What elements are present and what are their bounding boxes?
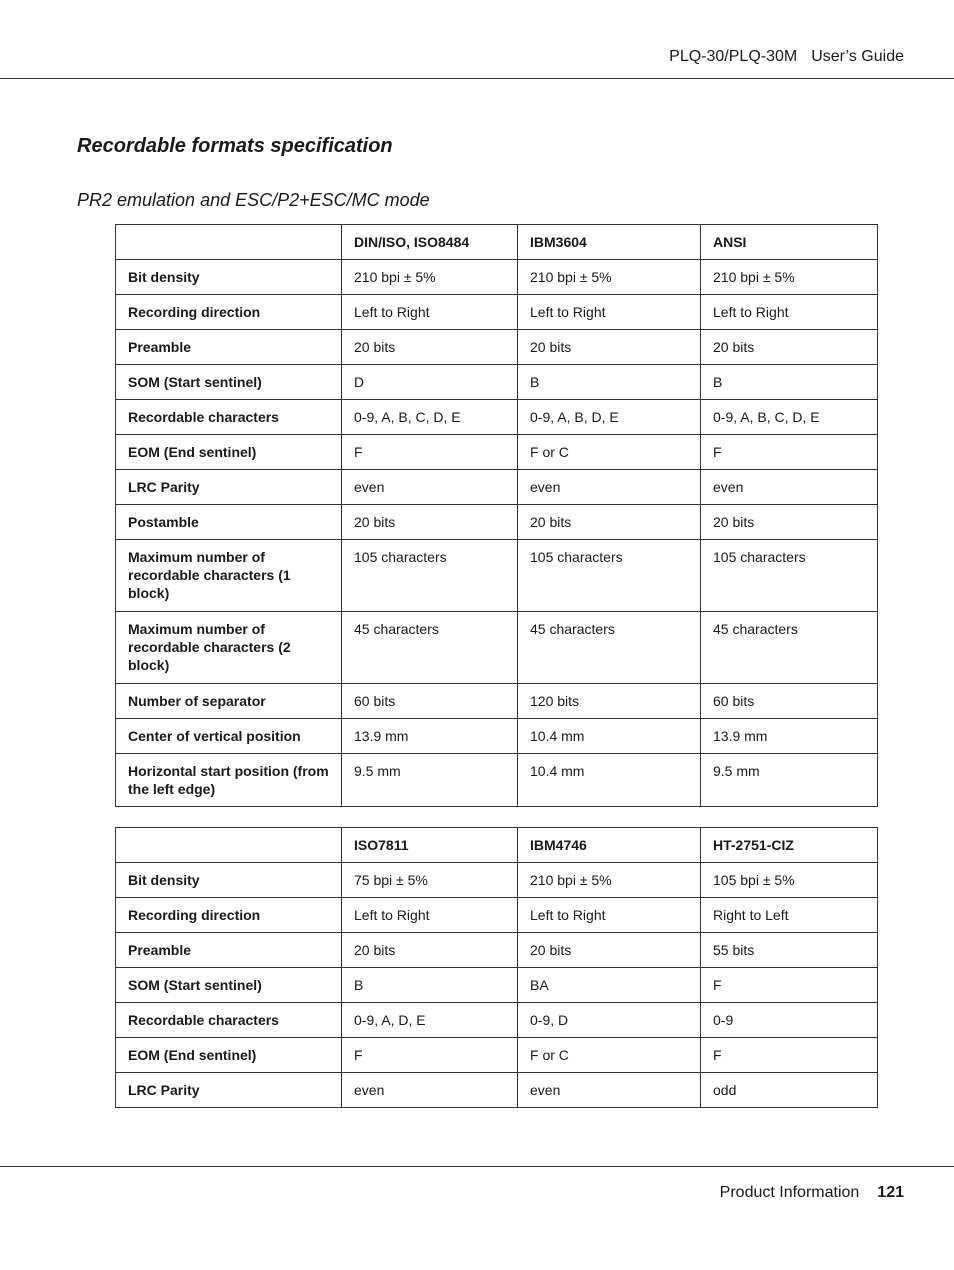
table-cell: 0-9, A, B, D, E — [518, 400, 701, 435]
table-cell: 0-9, A, D, E — [342, 1003, 518, 1038]
table-cell: 210 bpi ± 5% — [342, 260, 518, 295]
table-cell: 20 bits — [701, 330, 878, 365]
table-row — [116, 330, 878, 365]
row-label: LRC Parity — [116, 470, 342, 505]
table-cell: 45 characters — [342, 612, 518, 684]
table-cell: 55 bits — [701, 933, 878, 968]
row-label: Bit density — [116, 260, 342, 295]
table-row — [116, 1073, 878, 1108]
table-cell: even — [701, 470, 878, 505]
table-row — [116, 968, 878, 1003]
table-row — [116, 505, 878, 540]
table-cell: Left to Right — [342, 898, 518, 933]
column-header: HT-2751-CIZ — [701, 828, 878, 863]
table-cell: F — [701, 968, 878, 1003]
row-label: Center of vertical position — [116, 719, 342, 754]
table-cell: 0-9 — [701, 1003, 878, 1038]
table-cell: Left to Right — [518, 898, 701, 933]
table-cell: 60 bits — [342, 684, 518, 719]
table-cell: 20 bits — [342, 330, 518, 365]
table-cell: 13.9 mm — [342, 719, 518, 754]
table-row — [116, 684, 878, 719]
table-cell: 0-9, A, B, C, D, E — [701, 400, 878, 435]
table-cell: BA — [518, 968, 701, 1003]
table-cell: D — [342, 365, 518, 400]
row-label: Recording direction — [116, 295, 342, 330]
table-cell: F or C — [518, 435, 701, 470]
sub-title: PR2 emulation and ESC/P2+ESC/MC mode — [77, 190, 430, 210]
header-corner-cell — [116, 225, 342, 260]
table-cell: 75 bpi ± 5% — [342, 863, 518, 898]
table-cell: odd — [701, 1073, 878, 1108]
row-label: Preamble — [116, 330, 342, 365]
table-row — [116, 612, 878, 684]
table-cell: 60 bits — [701, 684, 878, 719]
table-row — [116, 365, 878, 400]
table-cell: B — [342, 968, 518, 1003]
table-cell: Right to Left — [701, 898, 878, 933]
table-cell: 10.4 mm — [518, 719, 701, 754]
table-row — [116, 400, 878, 435]
table-cell: 0-9, A, B, C, D, E — [342, 400, 518, 435]
table-cell: 0-9, D — [518, 1003, 701, 1038]
table-cell: 9.5 mm — [342, 754, 518, 807]
table-cell: B — [518, 365, 701, 400]
table-cell: 120 bits — [518, 684, 701, 719]
page-number: 121 — [877, 1184, 904, 1201]
table-cell: 105 bpi ± 5% — [701, 863, 878, 898]
table-row — [116, 260, 878, 295]
table-row — [116, 1038, 878, 1073]
header-guide: User’s Guide — [811, 48, 904, 65]
footer-rule — [0, 1166, 954, 1167]
row-label: EOM (End sentinel) — [116, 435, 342, 470]
column-header: DIN/ISO, ISO8484 — [342, 225, 518, 260]
table-cell: Left to Right — [518, 295, 701, 330]
table-cell: 210 bpi ± 5% — [701, 260, 878, 295]
table-cell: 105 characters — [342, 540, 518, 612]
row-label: Number of separator — [116, 684, 342, 719]
row-label: Recordable characters — [116, 400, 342, 435]
table-cell: Left to Right — [342, 295, 518, 330]
footer-section: Product Information — [719, 1184, 860, 1201]
running-footer — [720, 1184, 904, 1202]
row-label: SOM (Start sentinel) — [116, 365, 342, 400]
table-cell: even — [342, 470, 518, 505]
row-label: Postamble — [116, 505, 342, 540]
column-header: IBM4746 — [518, 828, 701, 863]
table-cell: 20 bits — [518, 330, 701, 365]
table-row — [116, 863, 878, 898]
row-label: Maximum number of recordable characters (1 block) — [116, 540, 342, 612]
table-cell: 210 bpi ± 5% — [518, 260, 701, 295]
running-header — [669, 48, 904, 66]
table-cell: 13.9 mm — [701, 719, 878, 754]
row-label: Recordable characters — [116, 1003, 342, 1038]
table-row — [116, 898, 878, 933]
row-label: Preamble — [116, 933, 342, 968]
row-label: LRC Parity — [116, 1073, 342, 1108]
table-cell: 20 bits — [518, 933, 701, 968]
table-cell: 20 bits — [342, 933, 518, 968]
row-label: EOM (End sentinel) — [116, 1038, 342, 1073]
row-label: Horizontal start position (from the left edge) — [116, 754, 342, 807]
header-corner-cell — [116, 828, 342, 863]
column-header: ANSI — [701, 225, 878, 260]
table-cell: even — [518, 1073, 701, 1108]
row-label: SOM (Start sentinel) — [116, 968, 342, 1003]
spec-table-1 — [115, 224, 878, 807]
table-cell: F — [701, 1038, 878, 1073]
column-header: IBM3604 — [518, 225, 701, 260]
table-row — [116, 435, 878, 470]
header-model: PLQ-30/PLQ-30M — [669, 48, 798, 65]
table-row — [116, 295, 878, 330]
table-row — [116, 540, 878, 612]
table-cell: B — [701, 365, 878, 400]
table-cell: 9.5 mm — [701, 754, 878, 807]
table-cell: 10.4 mm — [518, 754, 701, 807]
table-header-row — [116, 225, 878, 260]
table-cell: 20 bits — [701, 505, 878, 540]
table-cell: F — [342, 1038, 518, 1073]
table-cell: F or C — [518, 1038, 701, 1073]
table-cell: even — [518, 470, 701, 505]
column-header: ISO7811 — [342, 828, 518, 863]
table-cell: Left to Right — [701, 295, 878, 330]
table-cell: 105 characters — [518, 540, 701, 612]
header-rule — [0, 78, 954, 79]
table-header-row — [116, 828, 878, 863]
section-title: Recordable formats specification — [77, 135, 393, 157]
table-cell: 210 bpi ± 5% — [518, 863, 701, 898]
spec-table-2 — [115, 827, 878, 1108]
table-cell: 45 characters — [518, 612, 701, 684]
table-cell: 20 bits — [518, 505, 701, 540]
table-cell: 105 characters — [701, 540, 878, 612]
table-cell: even — [342, 1073, 518, 1108]
table-cell: 20 bits — [342, 505, 518, 540]
table-row — [116, 933, 878, 968]
row-label: Bit density — [116, 863, 342, 898]
table-row — [116, 1003, 878, 1038]
table-row — [116, 719, 878, 754]
row-label: Maximum number of recordable characters (2 block) — [116, 612, 342, 684]
table-cell: F — [701, 435, 878, 470]
table-cell: F — [342, 435, 518, 470]
table-row — [116, 470, 878, 505]
table-cell: 45 characters — [701, 612, 878, 684]
row-label: Recording direction — [116, 898, 342, 933]
table-row — [116, 754, 878, 807]
